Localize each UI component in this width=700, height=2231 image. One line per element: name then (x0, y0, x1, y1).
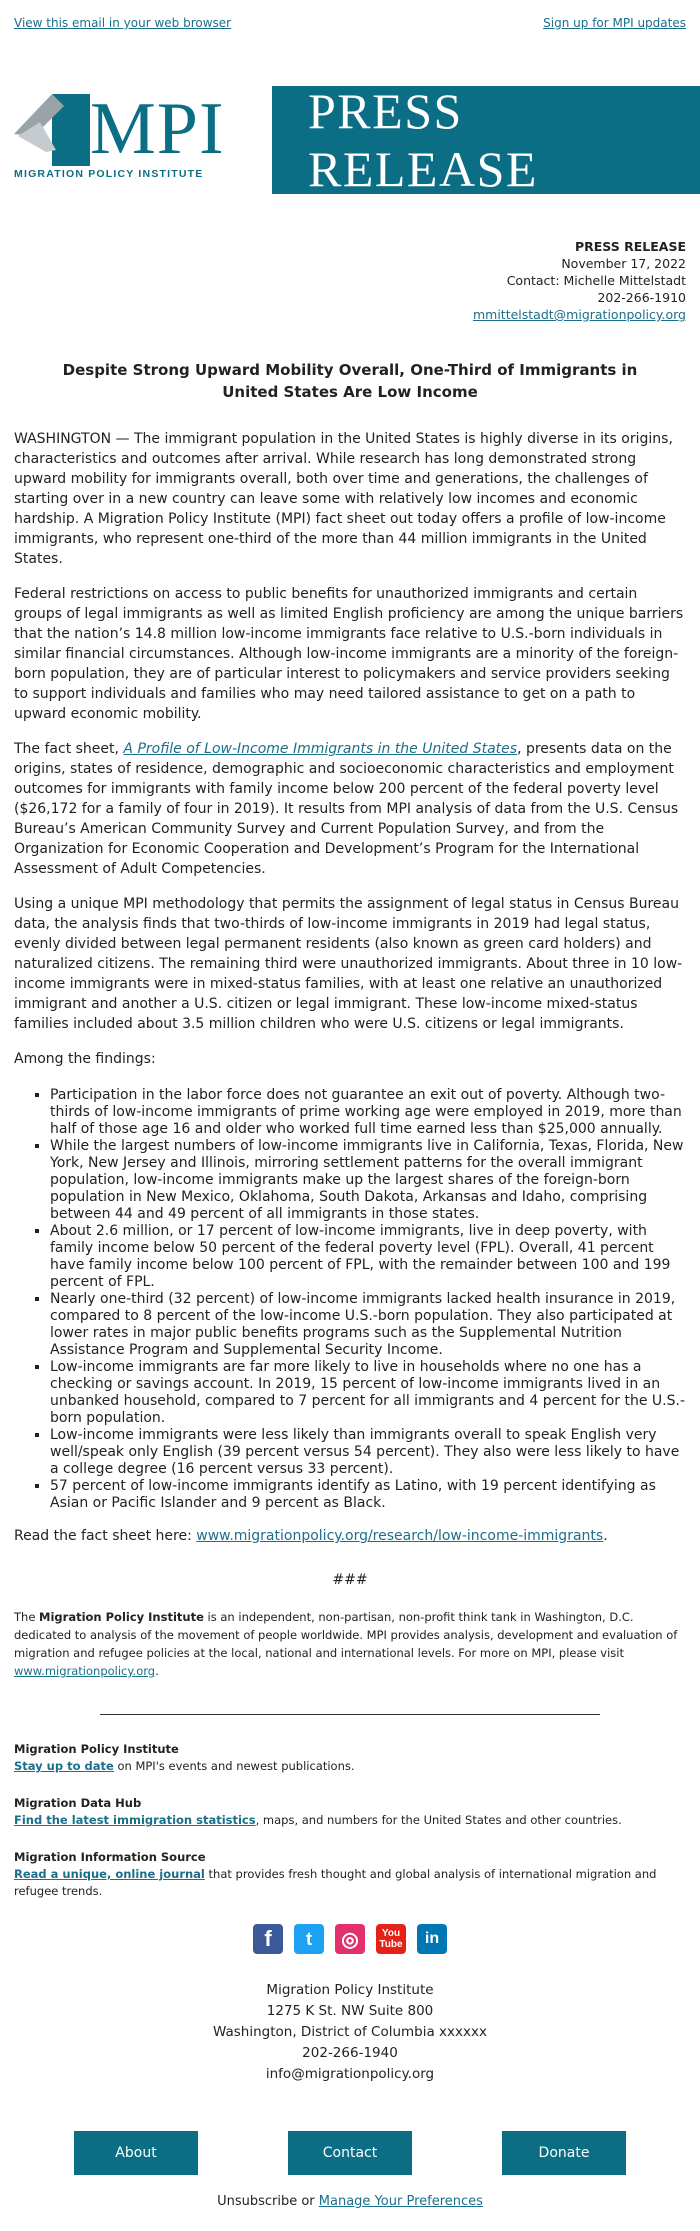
address-city: Washington, District of Columbia xxxxxx (213, 2024, 487, 2040)
resource-title: Migration Information Source (14, 1850, 206, 1864)
list-item: ▪ Participation in the labor force does not guarantee an exit out of poverty. Although two-thirds of low-income immigrants of prime working age were employed in 2019, more than half of those age 16 and older who worked full time earned less than $25,000 annually. (50, 1087, 686, 1138)
findings-lead: Among the findings: (14, 1051, 156, 1067)
read-post: . (603, 1528, 608, 1544)
address-phone: 202-266-1940 (302, 2045, 398, 2061)
unsubscribe-or: or (297, 2194, 319, 2209)
paragraph-3-pre: The fact sheet, (14, 741, 124, 757)
footer-buttons (0, 2131, 700, 2175)
read-pre: Read the fact sheet here: (14, 1528, 197, 1544)
linkedin-icon[interactable]: in (417, 1924, 447, 1954)
view-in-browser-link[interactable]: View this email in your web browser (14, 16, 232, 30)
signup-updates-link[interactable]: Sign up for MPI updates (543, 16, 686, 30)
youtube-icon[interactable] (376, 1924, 406, 1954)
address-email: info@migrationpolicy.org (265, 2066, 435, 2082)
findings-list (50, 1087, 686, 1512)
resource-title: Migration Policy Institute (14, 1742, 179, 1756)
social-icons (0, 1924, 700, 1954)
list-item: ▪ While the largest numbers of low-income immigrants live in California, Texas, Florida, New York, New Jersey and Illinois, mirroring settlement patterns for the overall immigrant population, low-income immigrants make up the largest shares of the foreign-born population in New Mexico, Oklahoma, South Dakota, Arkansas and Idaho, comprising between 44 and 49 percent of all immigrants in those states. (50, 1138, 686, 1223)
contact-button[interactable]: Contact (288, 2131, 412, 2175)
logo-subtitle: MIGRATION POLICY INSTITUTE (14, 168, 204, 180)
about-mid: is an independent, non-partisan, non-profit think tank in Washington, D.C. dedicated to analysis of the movement of people worldwide. MPI provides analysis, development and evaluation of migration and refugee policies at the local, national and international levels. For more on MPI, please visit (14, 1610, 678, 1660)
about-org-name: Migration Policy Institute (39, 1610, 204, 1624)
article-body (0, 429, 700, 1546)
paragraph-4: Using a unique MPI methodology that permits the assignment of legal status in Census Bureau data, the analysis finds that two-thirds of low-income immigrants in 2019 had legal status, evenly divided between legal permanent residents (also known as green card holders) and naturalized citizens. The remaining third were unauthorized immigrants. About three in 10 low-income immigrants were in mixed-status families, with at least one relative an unauthorized immigrant and another a U.S. citizen or legal immigrant. These low-income mixed-status families included about 3.5 million children who were U.S. citizens or legal immigrants. (14, 896, 683, 1032)
resource-data-hub (14, 1795, 686, 1829)
stay-up-to-date-link[interactable]: Stay up to date (14, 1759, 114, 1773)
paragraph-3 (14, 739, 686, 879)
address-name: Migration Policy Institute (266, 1982, 434, 1998)
resource-title: Migration Data Hub (14, 1796, 142, 1810)
resource-links (0, 1741, 700, 1900)
instagram-icon[interactable]: ◎ (335, 1924, 365, 1954)
youtube-bottom: Tube (379, 1939, 403, 1950)
divider (100, 1714, 600, 1715)
paragraph-1: WASHINGTON — The immigrant population in the United States is highly diverse in its origins, characteristics and outcomes after arrival. While research has long demonstrated strong upward mobility for immigrants overall, both over time and generations, the challenges of starting over in a new country can leave some with relatively low incomes and economic hardship. A Migration Policy Institute (MPI) fact sheet out today offers a profile of low-income immigrants, who represent one-third of the more than 44 million immigrants in the United States. (14, 431, 673, 567)
unsubscribe-block (0, 2193, 700, 2231)
youtube-top: You (381, 1928, 401, 1939)
end-marker: ### (332, 1572, 368, 1588)
paragraph-2: Federal restrictions on access to public benefits for unauthorized immigrants and certain groups of legal immigrants as well as limited English proficiency are among the unique barriers that the nation’s 14.8 million low-income immigrants face relative to U.S.-born individuals in similar financial circumstances. Although low-income immigrants are a minority of the foreign-born population, they are of particular interest to policymakers and service providers seeking to support individuals and families who may need tailored assistance to get on a path to upward economic mobility. (14, 586, 684, 722)
resource-information-source (14, 1849, 686, 1900)
mpi-logo-mark-icon (12, 92, 90, 166)
online-journal-link[interactable]: Read a unique, online journal (14, 1867, 205, 1881)
press-release-banner: PRESS RELEASE (272, 86, 700, 194)
twitter-icon[interactable]: t (294, 1924, 324, 1954)
release-date: November 17, 2022 (561, 256, 686, 271)
read-fact-sheet (14, 1526, 686, 1546)
list-item: ▪ Low-income immigrants were less likely than immigrants overall to speak English very well/speak only English (39 percent versus 54 percent). They also were less likely to have a college degree (16 percent versus 33 percent). (50, 1427, 686, 1478)
facebook-icon[interactable]: f (253, 1924, 283, 1954)
fact-sheet-url-link[interactable]: www.migrationpolicy.org/research/low-income-immigrants (196, 1528, 604, 1544)
logo-text: MPI (90, 88, 225, 170)
address-block (0, 1980, 700, 2085)
resource-text: on MPI's events and newest publications. (113, 1759, 355, 1773)
donate-button[interactable]: Donate (502, 2131, 626, 2175)
resource-mpi (14, 1741, 686, 1775)
manage-preferences-link[interactable]: Manage Your Preferences (318, 2194, 483, 2209)
contact-person: Contact: Michelle Mittelstadt (506, 273, 686, 288)
about-button[interactable]: About (74, 2131, 198, 2175)
headline: Despite Strong Upward Mobility Overall, One-Third of Immigrants in United States Are Low Income (62, 361, 638, 401)
immigration-statistics-link[interactable]: Find the latest immigration statistics (14, 1813, 256, 1827)
contact-block (0, 238, 700, 323)
mpi-website-link[interactable]: www.migrationpolicy.org (14, 1664, 156, 1678)
header-banner (0, 83, 700, 197)
contact-phone: 202-266-1910 (597, 290, 686, 305)
contact-label: PRESS RELEASE (574, 239, 686, 254)
list-item: ▪ 57 percent of low-income immigrants identify as Latino, with 19 percent identifying as Asian or Pacific Islander and 9 percent as Black. (50, 1478, 686, 1512)
list-item: ▪ Nearly one-third (32 percent) of low-income immigrants lacked health insurance in 2019, compared to 8 percent of the low-income U.S.-born population. They also participated at lower rates in major public benefits programs such as the Supplemental Nutrition Assistance Program and Supplemental Security Income. (50, 1291, 686, 1359)
top-bar (0, 0, 700, 60)
fact-sheet-link[interactable]: A Profile of Low-Income Immigrants in the United States (123, 741, 518, 757)
resource-text: that provides fresh thought and global analysis of international migration and refugee trends. (14, 1867, 657, 1898)
contact-email-link[interactable]: mmittelstadt@migrationpolicy.org (472, 307, 686, 322)
mpi-logo (0, 86, 268, 194)
about-pre: The (14, 1610, 40, 1624)
about-mpi (0, 1608, 700, 1680)
address-street: 1275 K St. NW Suite 800 (266, 2003, 434, 2019)
list-item: ▪ About 2.6 million, or 17 percent of low-income immigrants, live in deep poverty, with family income below 50 percent of the federal poverty level (FPL). Overall, 41 percent have family income below 100 percent of FPL, with the remainder between 100 and 199 percent of FPL. (50, 1223, 686, 1291)
paragraph-3-post: , presents data on the origins, states of residence, demographic and socioeconomic characteristics and employment outcomes for immigrants with family income below 200 percent of the federal poverty level ($26,172 for a family of four in 2019). It results from MPI analysis of data from the U.S. Census Bureau’s American Community Survey and Current Population Survey, and from the Organization for Economic Cooperation and Development’s Program for the International Assessment of Adult Competencies. (14, 741, 679, 877)
unsubscribe-text[interactable]: Unsubscribe (217, 2194, 298, 2209)
resource-text: , maps, and numbers for the United States and other countries. (255, 1813, 622, 1827)
about-post: . (155, 1664, 159, 1678)
list-item: ▪ Low-income immigrants are far more likely to live in households where no one has a checking or savings account. In 2019, 15 percent of low-income immigrants lived in an unbanked household, compared to 7 percent for all immigrants and 4 percent for the U.S.-born population. (50, 1359, 686, 1427)
